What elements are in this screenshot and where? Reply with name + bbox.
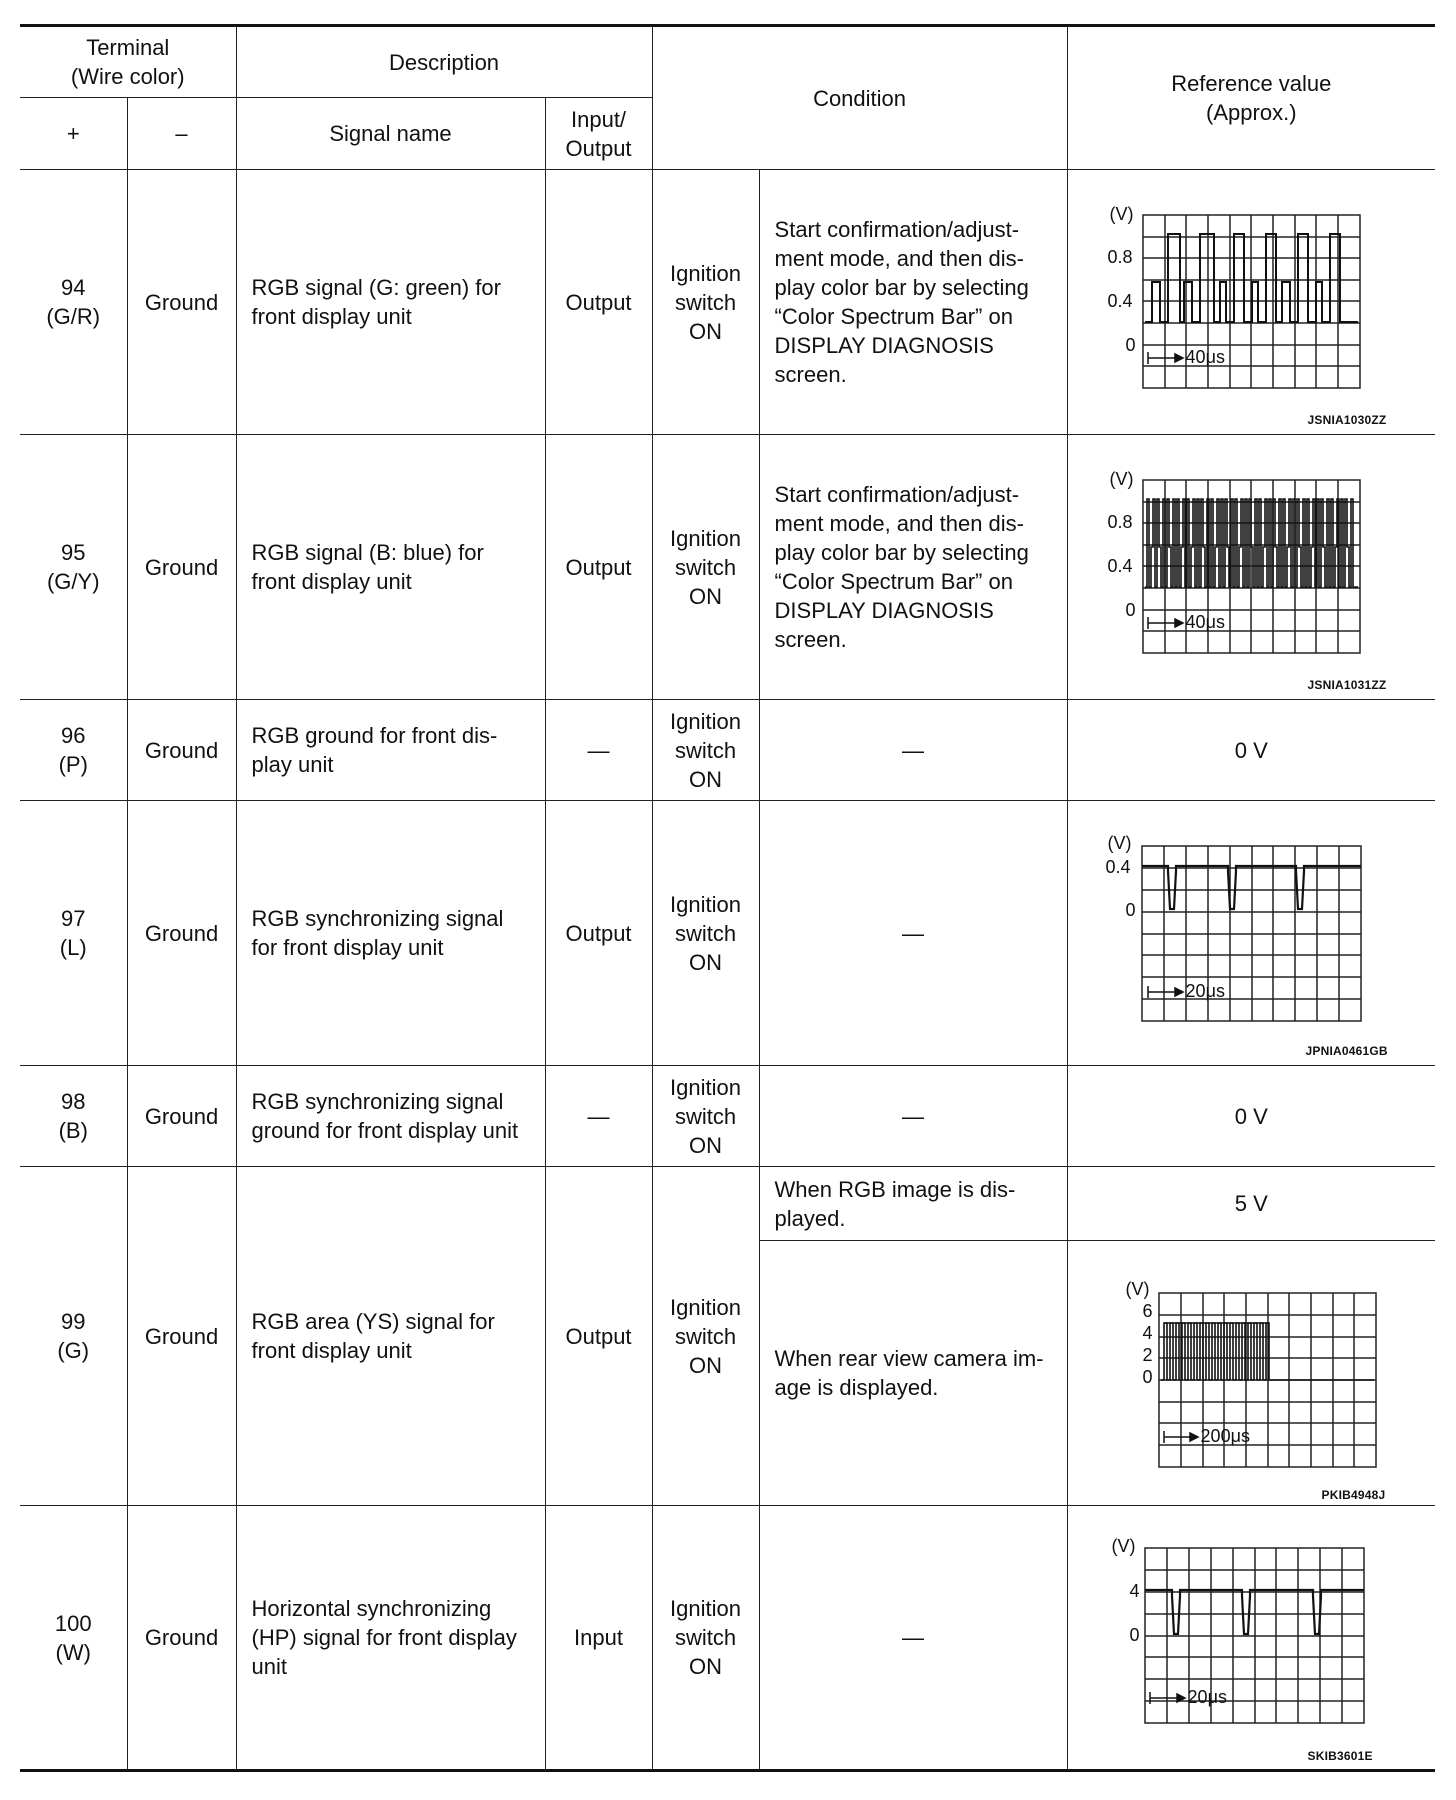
minus-cell: Ground (127, 435, 236, 700)
reference-value-cell: 0 V (1067, 1066, 1435, 1167)
y-tick-label: 4 (1142, 1323, 1153, 1343)
terminal-cell: 95 (G/Y) (20, 435, 127, 700)
io-cell: — (545, 1066, 652, 1167)
y-tick-label: 0.4 (1105, 857, 1131, 877)
unit-label: (V) (1111, 1536, 1136, 1556)
terminal-cell: 99 (G) (20, 1167, 127, 1506)
ignition-cell: Ignition switch ON (652, 170, 759, 435)
table-row (20, 1066, 1435, 1167)
header-minus: – (127, 98, 236, 170)
figure-code: JPNIA0461GB (1305, 1044, 1388, 1058)
time-scale-label: 40μs (1185, 612, 1225, 632)
signal-name-cell: RGB synchronizing signal for front display unit (236, 801, 545, 1066)
y-tick-label: 0 (1125, 335, 1136, 355)
condition-cell: Start confirmation/adjust- ment mode, and then dis- play color bar by selecting “Color Spectrum Bar” on DISPLAY DIAGNOSIS screen. (759, 435, 1067, 700)
reference-waveform-cell (1067, 170, 1435, 435)
minus-cell: Ground (127, 700, 236, 801)
y-tick-label: 0.4 (1107, 291, 1133, 311)
signal-name-cell: Horizontal synchronizing (HP) signal for front display unit (236, 1506, 545, 1771)
reference-value-cell: 5 V (1067, 1167, 1435, 1241)
header-input-output: Input/ Output (545, 98, 652, 170)
table-row (20, 1167, 1435, 1241)
condition-cell: — (759, 1506, 1067, 1771)
ignition-cell: Ignition switch ON (652, 1506, 759, 1771)
figure-code: SKIB3601E (1307, 1749, 1373, 1763)
y-tick-label: 2 (1142, 1345, 1153, 1365)
figure-code: JSNIA1030ZZ (1307, 413, 1387, 427)
y-tick-label: 0 (1125, 600, 1136, 620)
ignition-cell: Ignition switch ON (652, 700, 759, 801)
y-tick-label: 0 (1129, 1625, 1140, 1645)
header-plus: + (20, 98, 127, 170)
y-tick-label: 4 (1129, 1581, 1140, 1601)
time-scale-indicator (1148, 986, 1183, 998)
condition-cell: — (759, 801, 1067, 1066)
table-row (20, 801, 1435, 1066)
condition-cell: When RGB image is dis- played. (759, 1167, 1067, 1241)
header-condition: Condition (652, 26, 1067, 170)
condition-cell: Start confirmation/adjust- ment mode, and then dis- play color bar by selecting “Color Spectrum Bar” on DISPLAY DIAGNOSIS screen. (759, 170, 1067, 435)
io-cell: Input (545, 1506, 652, 1771)
header-description: Description (236, 26, 652, 98)
signal-name-cell: RGB signal (G: green) for front display unit (236, 170, 545, 435)
signal-name-cell: RGB area (YS) signal for front display unit (236, 1167, 545, 1506)
table-row (20, 1506, 1435, 1771)
table-row (20, 435, 1435, 700)
table-row (20, 700, 1435, 801)
header-reference-value: Reference value (Approx.) (1067, 26, 1435, 170)
signal-name-cell: RGB synchronizing signal ground for front display unit (236, 1066, 545, 1167)
ignition-cell: Ignition switch ON (652, 801, 759, 1066)
reference-waveform-cell (1067, 1506, 1435, 1771)
y-tick-label: 0.4 (1107, 556, 1133, 576)
condition-cell: — (759, 1066, 1067, 1167)
reference-value-cell: 0 V (1067, 700, 1435, 801)
unit-label: (V) (1125, 1279, 1150, 1299)
terminal-cell: 94 (G/R) (20, 170, 127, 435)
y-tick-label: 0 (1142, 1367, 1153, 1387)
io-cell: Output (545, 801, 652, 1066)
terminal-cell: 97 (L) (20, 801, 127, 1066)
terminal-cell: 100 (W) (20, 1506, 127, 1771)
minus-cell: Ground (127, 1167, 236, 1506)
time-scale-label: 20μs (1187, 1687, 1227, 1707)
unit-label: (V) (1107, 833, 1132, 853)
condition-cell: When rear view camera im- age is displayed. (759, 1241, 1067, 1506)
terminal-reference-table (20, 24, 1435, 1772)
signal-name-cell: RGB ground for front dis- play unit (236, 700, 545, 801)
header-terminal: Terminal (Wire color) (20, 26, 236, 98)
terminal-cell: 98 (B) (20, 1066, 127, 1167)
io-cell: Output (545, 170, 652, 435)
ignition-cell: Ignition switch ON (652, 435, 759, 700)
condition-cell: — (759, 700, 1067, 801)
unit-label: (V) (1109, 204, 1134, 224)
figure-code: JSNIA1031ZZ (1307, 678, 1387, 692)
signal-name-cell: RGB signal (B: blue) for front display unit (236, 435, 545, 700)
table-row (20, 170, 1435, 435)
terminal-cell: 96 (P) (20, 700, 127, 801)
io-cell: Output (545, 435, 652, 700)
minus-cell: Ground (127, 801, 236, 1066)
time-scale-label: 20μs (1185, 981, 1225, 1001)
y-tick-label: 0.8 (1107, 512, 1133, 532)
minus-cell: Ground (127, 170, 236, 435)
minus-cell: Ground (127, 1066, 236, 1167)
time-scale-label: 40μs (1185, 347, 1225, 367)
y-tick-label: 6 (1142, 1301, 1153, 1321)
time-scale-label: 200μs (1200, 1426, 1250, 1446)
header-signal-name: Signal name (236, 98, 545, 170)
reference-waveform-cell (1067, 1241, 1435, 1506)
ignition-cell: Ignition switch ON (652, 1066, 759, 1167)
io-cell: Output (545, 1167, 652, 1506)
waveform-graph (1068, 1241, 1436, 1506)
y-tick-label: 0 (1125, 900, 1136, 920)
unit-label: (V) (1109, 469, 1134, 489)
y-tick-label: 0.8 (1107, 247, 1133, 267)
ignition-cell: Ignition switch ON (652, 1167, 759, 1506)
io-cell: — (545, 700, 652, 801)
figure-code: PKIB4948J (1321, 1488, 1386, 1502)
minus-cell: Ground (127, 1506, 236, 1771)
reference-waveform-cell (1067, 435, 1435, 700)
reference-waveform-cell (1067, 801, 1435, 1066)
